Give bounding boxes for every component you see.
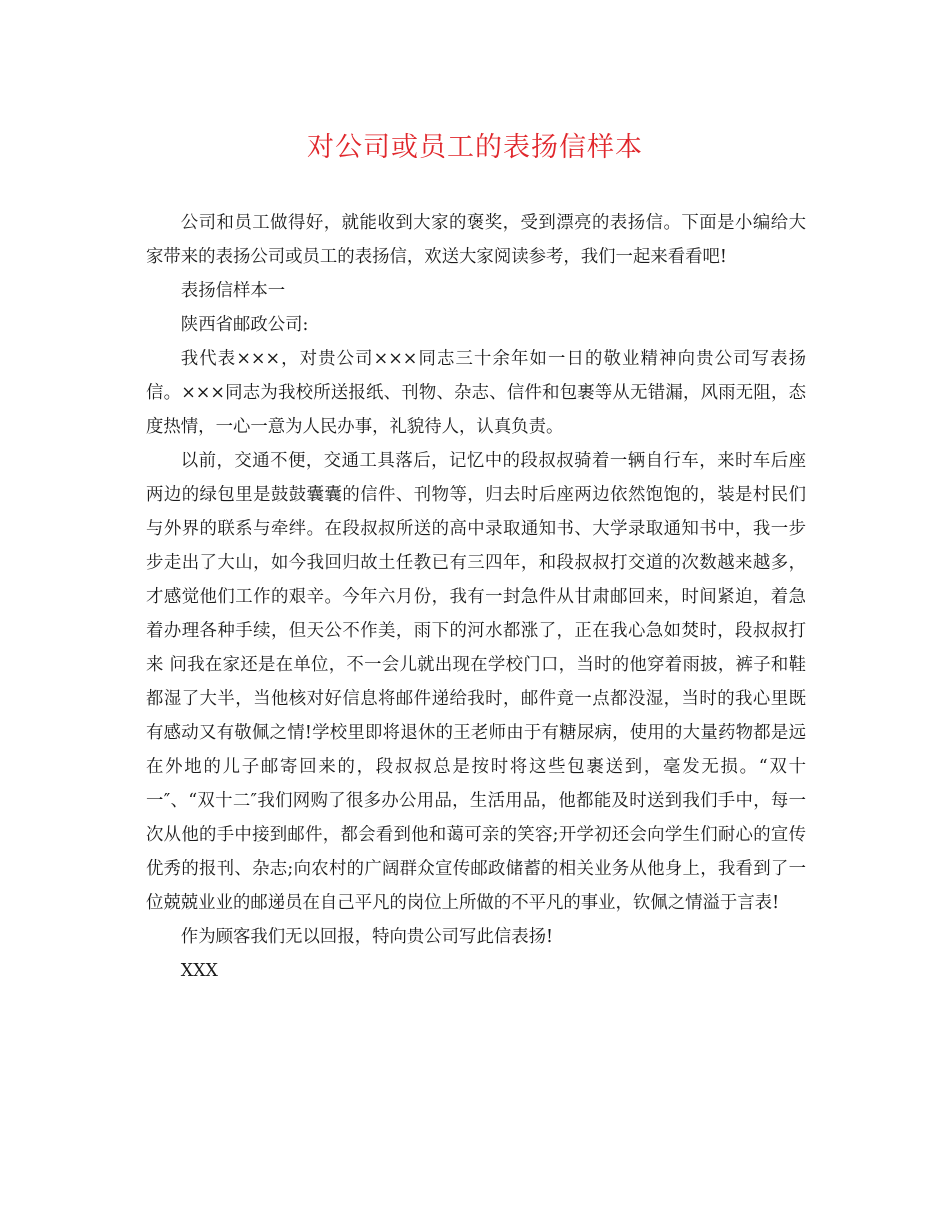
closing-paragraph: 作为顾客我们无以回报，特向贵公司写此信表扬! bbox=[180, 927, 553, 947]
intro-paragraph: 公司和员工做得好，就能收到大家的褒奖，受到漂亮的表扬信。下面是小编给大家带来的表扬公司或员工的表扬信，欢送大家阅读参考，我们一起来看看吧! bbox=[146, 213, 806, 267]
document-title: 对公司或员工的表扬信样本 bbox=[307, 132, 643, 163]
signature: XXX bbox=[180, 961, 218, 981]
letter-paragraph-2: 以前，交通不便，交通工具落后，记忆中的段叔叔骑着一辆自行车，来时车后座两边的绿包里是鼓鼓囊囊的信件、刊物等，归去时后座两边依然饱饱的，装是村民们与外界的联系与牵绊。在段叔叔所送的高中录取通知书、大学录取通知书中，我一步步走出了大山，如今我回归故土任教已有三四年，和段叔叔打交道的次数越来越多，才感觉他们工作的艰辛。今年六月份，我有一封急件从甘肃邮回来，时间紧迫，着急着办理各种手续，但天公不作美，雨下的河水都涨了，正在我心急如焚时，段叔叔打来 问我在家还是在单位，不一会儿就出现在学校门口，当时的他穿着雨披，裤子和鞋都湿了大半，当他核对好信息将邮件递给我时，邮件竟一点都没湿，当时的我心里既有感动又有敬佩之情!学校里即将退休的王老师由于有糖尿病，使用的大量药物都是远在外地的儿子邮寄回来的，段叔叔总是按时将这些包裹送到，毫发无损。“双十一″、“双十二″我们网购了很多办公用品，生活用品，他都能及时送到我们手中，每一次从他的手中接到邮件，都会看到他和蔼可亲的笑容;开学初还会向学生们耐心的宣传优秀的报刊、杂志;向农村的广阔群众宣传邮政储蓄的相关业务从他身上，我看到了一位兢兢业业的邮递员在自己平凡的岗位上所做的不平凡的事业，钦佩之情溢于言表! bbox=[146, 451, 806, 913]
letter-paragraph-1: 我代表×××，对贵公司×××同志三十余年如一日的敬业精神向贵公司写表扬信。×××同志为我校所送报纸、刊物、杂志、信件和包裹等从无错漏，风雨无阻，态度热情，一心一意为人民办事，礼貌待人，认真负责。 bbox=[146, 349, 806, 437]
document-body bbox=[146, 206, 806, 988]
salutation: 陕西省邮政公司: bbox=[180, 315, 309, 335]
sample-heading: 表扬信样本一 bbox=[180, 281, 286, 301]
